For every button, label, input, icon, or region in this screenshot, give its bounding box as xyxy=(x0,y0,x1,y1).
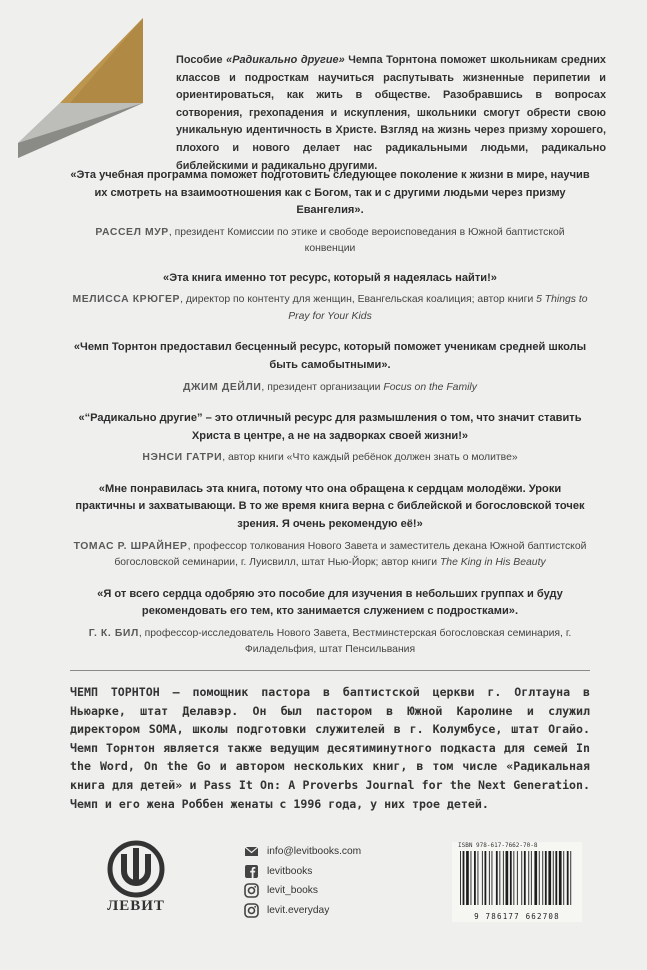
endorsement-1 xyxy=(70,167,590,258)
barcode-bar xyxy=(503,851,504,905)
quote-text: «Эта учебная программа поможет подготовить следующее поколение к жизни в мире, научив их смотреть на взаимоотношения как с Богом, так и с другими людьми через призму Евангелия». xyxy=(70,169,590,217)
barcode-bar xyxy=(466,851,469,905)
barcode-bar xyxy=(524,851,526,905)
endorsements xyxy=(70,167,590,659)
contact-text: levitbooks xyxy=(267,865,313,877)
barcode-bar xyxy=(531,851,532,905)
publisher-name: ЛЕВИТ xyxy=(107,898,165,914)
contact-facebook xyxy=(244,862,361,882)
author-name: ДЖИМ ДЕЙЛИ xyxy=(183,381,262,393)
barcode-bars xyxy=(452,849,582,907)
corner-bookmark-graphic xyxy=(18,18,143,158)
barcode-bar xyxy=(539,851,540,905)
barcode-bar xyxy=(528,851,529,905)
barcode-bar xyxy=(542,851,543,905)
barcode-digits: 9 786177 662708 xyxy=(474,912,560,921)
isbn-barcode xyxy=(452,842,582,922)
barcode-bar xyxy=(534,851,537,905)
barcode-bar xyxy=(489,851,490,905)
barcode-bar xyxy=(460,851,461,905)
author-name: Г. К. БИЛ xyxy=(88,627,139,639)
author-name: РАССЕЛ МУР xyxy=(95,226,169,238)
instagram-icon xyxy=(244,903,259,918)
author-bio: ЧЕМП ТОРНТОН — помощник пастора в баптистской церкви г. Оглтауна в Ньюарке, штат Делавэр. Он был пастором в Южной Каролине и служил директором SOMA, школы подготовки служителей в г. Колумбусе, штат Огайо. Чемп Торнтон является также ведущим десятиминутного подкаста для семей In the Word, On the Go и автором нескольких книг, в том числе «Радикальная книга для детей» и Pass It On: A Proverbs Journal for the Next Generation. Чемп и его жена Роббен женаты с 1996 года, у них трое детей. xyxy=(70,685,590,811)
endorsement-6 xyxy=(70,586,590,659)
author-name: МЕЛИССА КРЮГЕР xyxy=(72,294,181,306)
barcode-bar xyxy=(474,851,476,905)
quote-attribution: ДЖИМ ДЕЙЛИ, президент организации Focus on the Family xyxy=(183,381,477,393)
barcode-bar xyxy=(482,851,483,905)
barcode-bar xyxy=(510,851,512,905)
endorsement-2 xyxy=(70,270,590,326)
quote-text: «“Радикально другие” – это отличный ресурс для размышления о том, что значит ставить Христа в центре, а не на задворках своей жизни!» xyxy=(78,412,582,442)
contact-text: info@levitbooks.com xyxy=(267,846,362,858)
quote-text: «Я от всего сердца одобряю это пособие для изучения в небольших группах и буду рекомендовать его тем, кто занимается служением с подростками». xyxy=(97,587,563,618)
barcode-bar xyxy=(517,851,518,905)
contact-instagram xyxy=(244,881,361,901)
barcode-bar xyxy=(478,851,479,905)
author-name: ТОМАС Р. ШРАЙНЕР xyxy=(73,540,188,552)
author-name: НЭНСИ ГАТРИ xyxy=(142,452,223,464)
barcode-bar xyxy=(548,851,551,905)
contact-text: levit.everyday xyxy=(267,904,330,916)
barcode-bar xyxy=(496,851,498,905)
publisher-logo-icon xyxy=(100,840,172,898)
book-title: «Радикально другие» xyxy=(226,54,345,66)
endorsement-3 xyxy=(70,339,590,396)
quote-attribution: МЕЛИССА КРЮГЕР, директор по контенту для женщин, Евангельская коалиция; автор книги 5 Things to Pray for Your Kids xyxy=(72,294,588,322)
instagram-icon xyxy=(244,883,259,898)
barcode-bar xyxy=(492,851,493,905)
quote-attribution: РАССЕЛ МУР, президент Комиссии по этике и свободе вероисповедания в Южной баптистской конвенции xyxy=(95,226,565,255)
barcode-bar xyxy=(570,851,571,905)
endorsement-5 xyxy=(70,481,590,572)
facebook-icon xyxy=(244,864,259,879)
contact-instagram-2 xyxy=(244,901,361,921)
barcode-bar xyxy=(471,851,472,905)
quote-text: «Мне понравилась эта книга, потому что она обращена к сердцам молодёжи. Уроки практичны и захватывающи. В то же время книга верна с библейской и богословской точек зрения. Я очень рекомендую её!» xyxy=(75,482,585,530)
barcode-bar xyxy=(513,851,514,905)
contact-text: levit_books xyxy=(267,885,318,897)
quote-text: «Чемп Торнтон предоставил бесценный ресурс, который поможет ученикам средней школы быть самобытными». xyxy=(73,341,587,371)
quote-attribution: Г. К. БИЛ, профессор-исследователь Нового Завета, Вестминстерская богословская семинария, г. Филадельфия, штат Пенсильвания xyxy=(88,627,572,656)
barcode-bar xyxy=(555,851,557,905)
barcode-bar xyxy=(567,851,569,905)
contact-email xyxy=(244,842,361,862)
barcode-bar xyxy=(499,851,500,905)
isbn-text: ISBN 978-617-7662-70-8 xyxy=(458,842,538,849)
barcode-bar xyxy=(485,851,487,905)
barcode-bar xyxy=(463,851,465,905)
barcode-bar xyxy=(563,851,564,905)
book-description: Пособие «Радикально другие» Чемпа Торнтона поможет школьникам средних классов и подросткам научиться распутывать жизненные перипетии и ориентироваться, как жить в обществе. Разобравшись в вопросах сотворения, грехопадения и искупления, школьники смогут обрести свою уникальную идентичность в Христе. Взгляд на жизнь через призму хорошего, плохого и нового делает нас радикальными людьми, радикально библейскими и радикально другими. xyxy=(176,54,606,172)
mail-icon xyxy=(244,844,259,859)
publisher-contacts xyxy=(244,842,361,920)
endorsement-4 xyxy=(70,410,590,467)
barcode-bar xyxy=(521,851,522,905)
divider xyxy=(70,670,590,671)
barcode-bar xyxy=(559,851,562,905)
barcode-bar xyxy=(553,851,554,905)
quote-text: «Эта книга именно тот ресурс, который я надеялась найти!» xyxy=(163,271,497,284)
quote-attribution: ТОМАС Р. ШРАЙНЕР, профессор толкования Нового Завета и заместитель декана Южной баптистской богословской семинарии, г. Луисвилл, штат Нью-Йорк; автор книги The King in His Beauty xyxy=(73,540,587,569)
barcode-bar xyxy=(506,851,509,905)
barcode-bar xyxy=(545,851,547,905)
quote-attribution: НЭНСИ ГАТРИ, автор книги «Что каждый ребёнок должен знать о молитве» xyxy=(142,452,518,464)
